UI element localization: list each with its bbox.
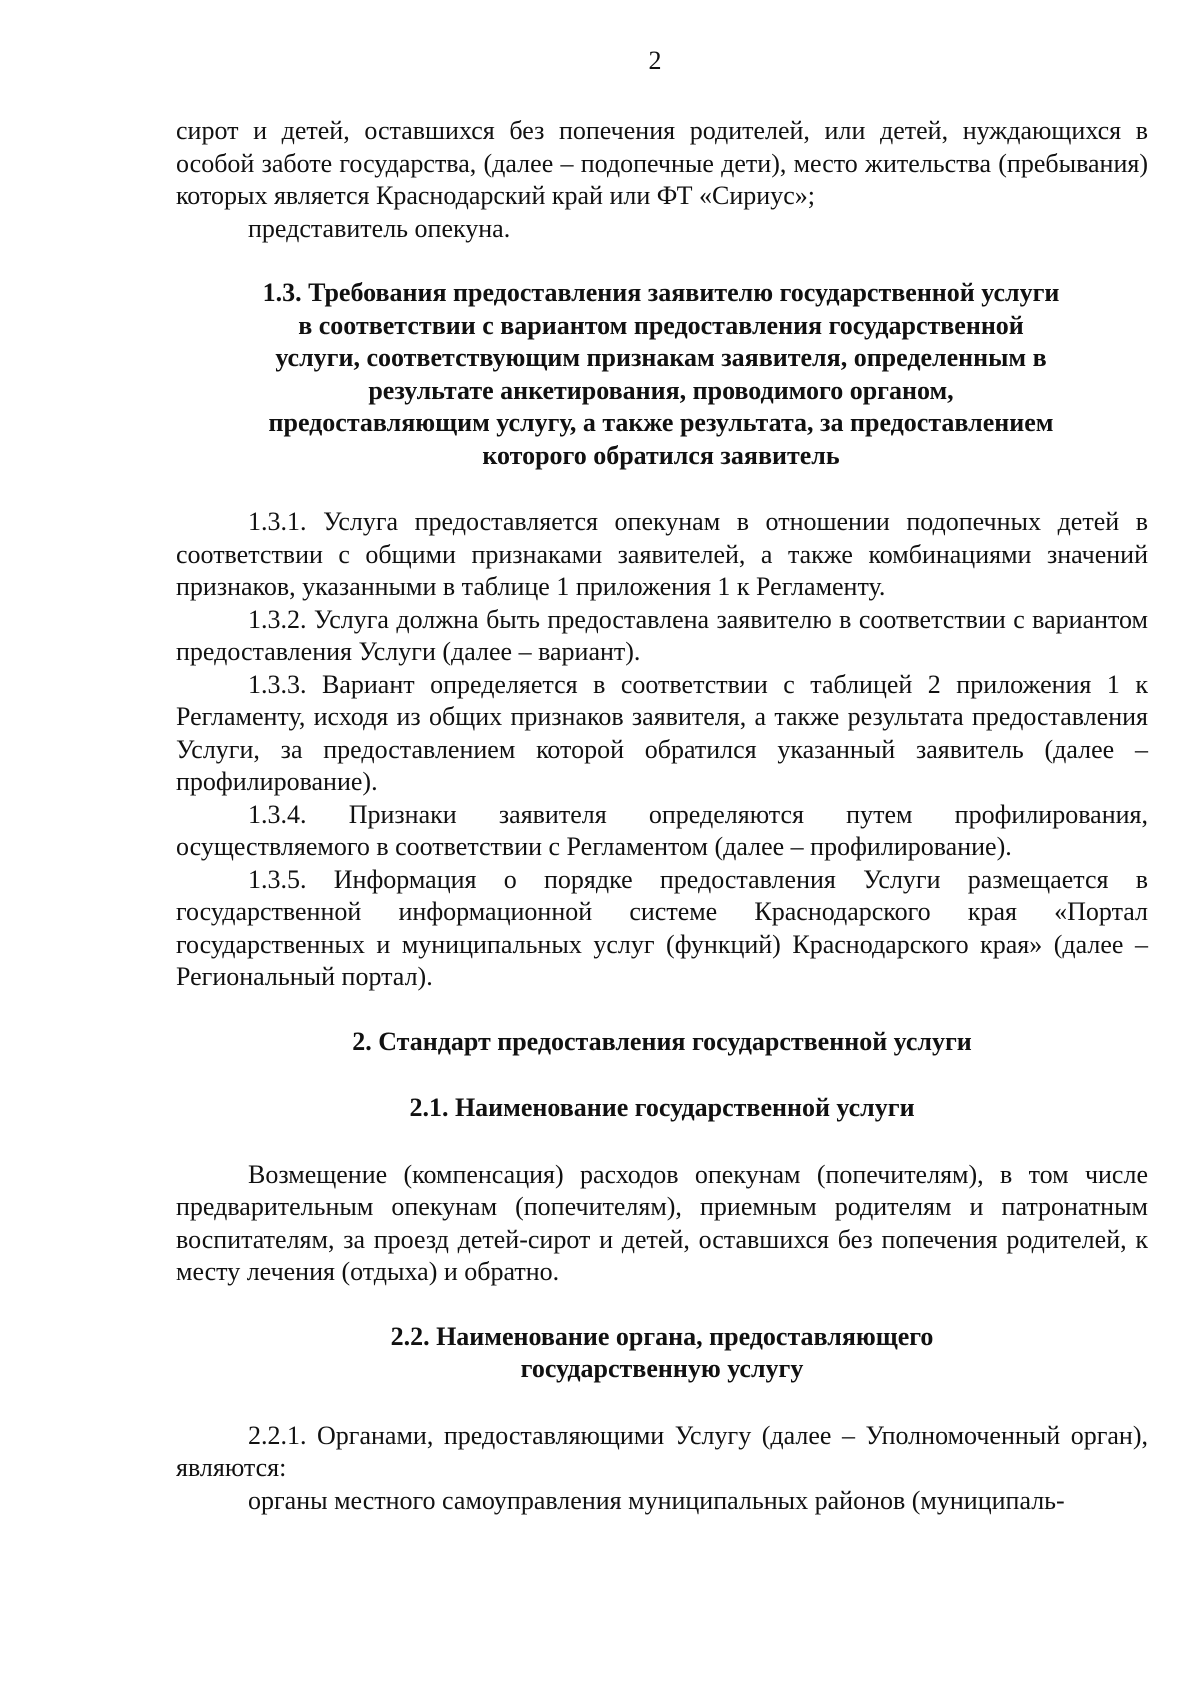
- section-2-1-paragraph: Возмещение (компенсация) расходов опекунам (попечителям), в том числе предварительным опекунам (попечителям), приемным родителям и патронатным воспитателям, за проезд детей-сирот и детей, оставшихся без попечения родителей, к месту лечения (отдыха) и обратно.: [176, 1159, 1148, 1286]
- page-number: 2: [648, 46, 662, 75]
- document-body: [176, 115, 1148, 1517]
- section-2-heading: 2. Стандарт предоставления государственной услуги: [352, 1026, 972, 1056]
- section-2-1-heading: 2.1. Наименование государственной услуги: [409, 1093, 915, 1122]
- section-1-3-4: 1.3.4. Признаки заявителя определяются путем профилирования, осуществляемого в соответствии с Регламентом (далее – профилирование).: [176, 799, 1148, 861]
- section-1-3-5: 1.3.5. Информация о порядке предоставления Услуги размещается в государственной информационной системе Краснодарского края «Портал государственных и муниципальных услуг (функций) Краснодарского края» (далее – Региональный портал).: [176, 864, 1148, 991]
- section-1-3-heading: 1.3. Требования предоставления заявителю государственной услуги в соответствии с вариантом предоставления государственной услуги, соответствующим признакам заявителя, определенным в результате анкетирования, проводимого органом, предоставляющим услугу, а также результата, за предоставлением которого обратился заявитель: [262, 278, 1060, 470]
- section-2-2-bodies: органы местного самоуправления муниципальных районов (муниципаль-: [248, 1485, 1065, 1515]
- section-1-3-2: 1.3.2. Услуга должна быть предоставлена заявителю в соответствии с вариантом предоставления Услуги (далее – вариант).: [176, 604, 1148, 666]
- intro-representative: представитель опекуна.: [248, 213, 511, 243]
- intro-paragraph: сирот и детей, оставшихся без попечения родителей, или детей, нуждающихся в особой заботе государства, (далее – подопечные дети), место жительства (пребывания) которых является Краснодарский край или ФТ «Сириус»;: [176, 116, 1148, 210]
- section-2-2-heading: 2.2. Наименование органа, предоставляющего государственную услугу: [390, 1321, 934, 1383]
- section-1-3-1: 1.3.1. Услуга предоставляется опекунам в отношении подопечных детей в соответствии с общими признаками заявителей, а также комбинациями значений признаков, указанными в таблице 1 приложения 1 к Регламенту.: [176, 507, 1148, 601]
- section-2-2-1: 2.2.1. Органами, предоставляющими Услугу (далее – Уполномоченный орган), являются:: [176, 1420, 1148, 1482]
- section-1-3-3: 1.3.3. Вариант определяется в соответствии с таблицей 2 приложения 1 к Регламенту, исходя из общих признаков заявителя, а также результата предоставления Услуги, за предоставлением которой обратился указанный заявитель (далее – профилирование).: [176, 669, 1148, 796]
